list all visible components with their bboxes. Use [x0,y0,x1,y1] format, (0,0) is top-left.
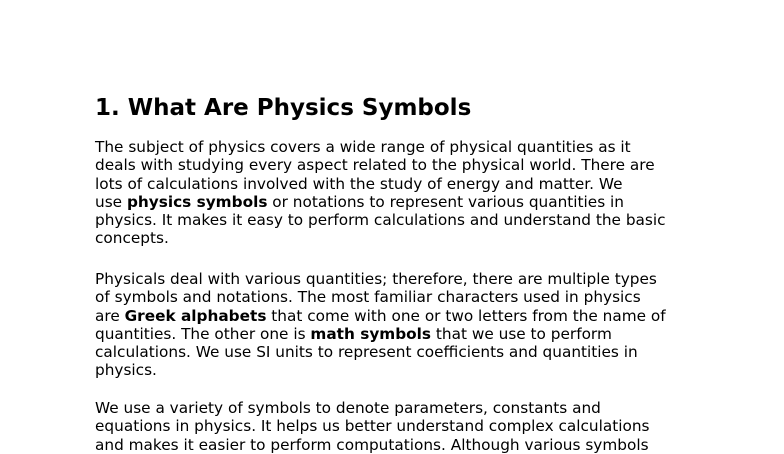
section-heading: 1. What Are Physics Symbols [95,95,472,121]
paragraph-2 [95,270,695,380]
text-run: We use a variety of symbols to denote parameters, constants and [95,399,601,417]
text-run: calculations. We use SI units to represent coefficients and quantities in [95,343,638,362]
text-line [95,399,695,417]
text-line [95,436,695,454]
text-run: of symbols and notations. The most familiar characters used in physics [95,288,641,307]
text-line [95,361,695,379]
text-line [95,325,695,343]
paragraph-3 [95,399,695,454]
text-line [95,343,695,361]
bold-term: math symbols [310,324,432,343]
text-line [95,193,695,211]
text-line [95,175,695,193]
text-run: Physicals deal with various quantities; therefore, there are multiple types [95,270,657,288]
text-run: equations in physics. It helps us better understand complex calculations [95,417,650,436]
text-line [95,156,695,174]
text-run: and makes it easier to perform computations. Although various symbols [95,435,649,454]
text-run: physics. It makes it easy to perform calculations and understand the basic [95,211,666,230]
text-run: concepts. [95,229,169,248]
text-run: quantities. The other one is [95,324,311,343]
text-line [95,211,695,229]
bold-term: Greek alphabets [124,306,267,325]
text-line [95,307,695,325]
text-run: that we use to perform [431,324,612,343]
text-run: use [95,192,127,211]
text-line [95,138,695,156]
text-line [95,417,695,435]
text-run: lots of calculations involved with the study of energy and matter. We [95,174,623,193]
text-run: deals with studying every aspect related to the physical world. There are [95,156,655,175]
bold-term: physics symbols [126,192,268,211]
text-run: are [95,306,125,325]
text-run: or notations to represent various quantities in [267,192,624,211]
text-run: physics. [95,361,157,380]
text-line [95,288,695,306]
text-line [95,270,695,288]
paragraph-1 [95,138,695,248]
text-run: The subject of physics covers a wide range of physical quantities as it [95,138,631,156]
text-line [95,229,695,247]
text-run: that come with one or two letters from the name of [266,306,666,325]
